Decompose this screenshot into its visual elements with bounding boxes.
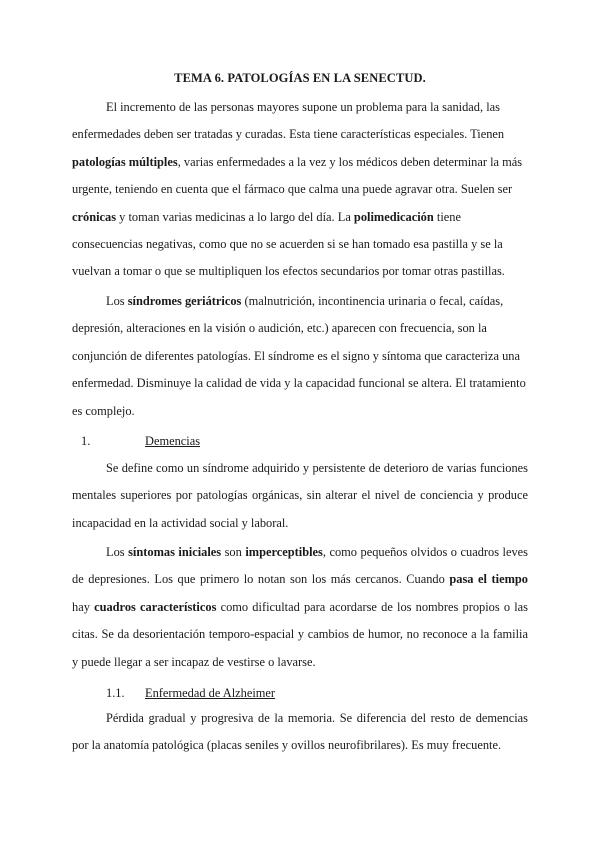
symptoms-text-2: son bbox=[221, 545, 246, 559]
symptoms-text-1: Los bbox=[106, 545, 129, 559]
symptoms-bold-3: pasa el tiempo bbox=[449, 572, 528, 587]
intro-bold-3: polimedicación bbox=[353, 209, 434, 224]
dementia-definition-paragraph: Se define como un síndrome adquirido y persistente de deterioro de varias funciones mentales superiores por patologías orgánicas, sin alterar el nivel de conciencia y produce incapacidad en la actividad social y laboral. bbox=[72, 461, 528, 530]
symptoms-text-3: , como pequeños olvidos o cuadros leves de depresiones. Los que primero lo notan son los más cercanos. Cuando bbox=[72, 545, 528, 587]
section-number: 1. bbox=[81, 434, 91, 448]
subsection-label: Enfermedad de Alzheimer bbox=[145, 686, 276, 700]
section-label: Demencias bbox=[145, 434, 201, 448]
geriatric-text-2: (malnutrición, incontinencia urinaria o fecal, caídas, depresión, alteraciones en la visión o audición, etc.) aparecen con frecuencia, son la conjunción de diferentes patologías. El síndrome es el signo y síntoma que caracteriza una enfermedad. Disminuye la calidad de vida y la capacidad funcional se altera. El tratamiento es complejo. bbox=[72, 294, 526, 418]
intro-bold-1: patologías múltiples bbox=[72, 154, 178, 169]
intro-text-1: El incremento de las personas mayores supone un problema para la sanidad, las enfermedades deben ser tratadas y curadas. Esta tiene características especiales. Tienen bbox=[72, 100, 505, 142]
geriatric-text-1: Los bbox=[106, 294, 128, 308]
symptoms-text-5: como dificultad para acordarse de los nombres propios o las citas. Se da desorientación temporo-espacial y cambios de humor, no reconoce a la familia y puede llegar a ser incapaz de vestirse o lavarse. bbox=[72, 599, 528, 669]
subsection-number: 1.1. bbox=[106, 686, 125, 700]
symptoms-bold-2: imperceptibles bbox=[245, 545, 323, 559]
section-heading-demencias bbox=[81, 431, 200, 451]
page-title: TEMA 6. PATOLOGÍAS EN LA SENECTUD. bbox=[174, 71, 426, 85]
symptoms-paragraph bbox=[72, 539, 528, 676]
symptoms-text-4: hay bbox=[72, 599, 95, 614]
geriatric-bold-1: síndromes geriátricos bbox=[127, 294, 242, 308]
intro-bold-2: crónicas bbox=[72, 209, 117, 224]
symptoms-bold-1: síntomas iniciales bbox=[128, 545, 222, 559]
subsection-heading-alzheimer bbox=[106, 683, 275, 703]
intro-paragraph bbox=[72, 94, 528, 286]
intro-text-2: , varias enfermedades a la vez y los médicos deben determinar la más urgente, teniendo en cuenta que el fármaco que calma una puede agravar otra. Suelen ser bbox=[72, 154, 523, 197]
alzheimer-paragraph: Pérdida gradual y progresiva de la memoria. Se diferencia del resto de demencias por la anatomía patológica (placas seniles y ovillos neurofibrilares). Es muy frecuente. bbox=[72, 711, 528, 753]
symptoms-bold-4: cuadros característicos bbox=[94, 599, 217, 614]
intro-text-4: tiene consecuencias negativas, como que no se acuerden si se han tomado esa pastilla y se la vuelvan a tomar o que se multipliquen los efectos secundarios por tomar otras pastillas. bbox=[72, 209, 505, 279]
intro-text-3: y toman varias medicinas a lo largo del día. La bbox=[116, 209, 354, 224]
geriatric-paragraph bbox=[72, 288, 528, 425]
